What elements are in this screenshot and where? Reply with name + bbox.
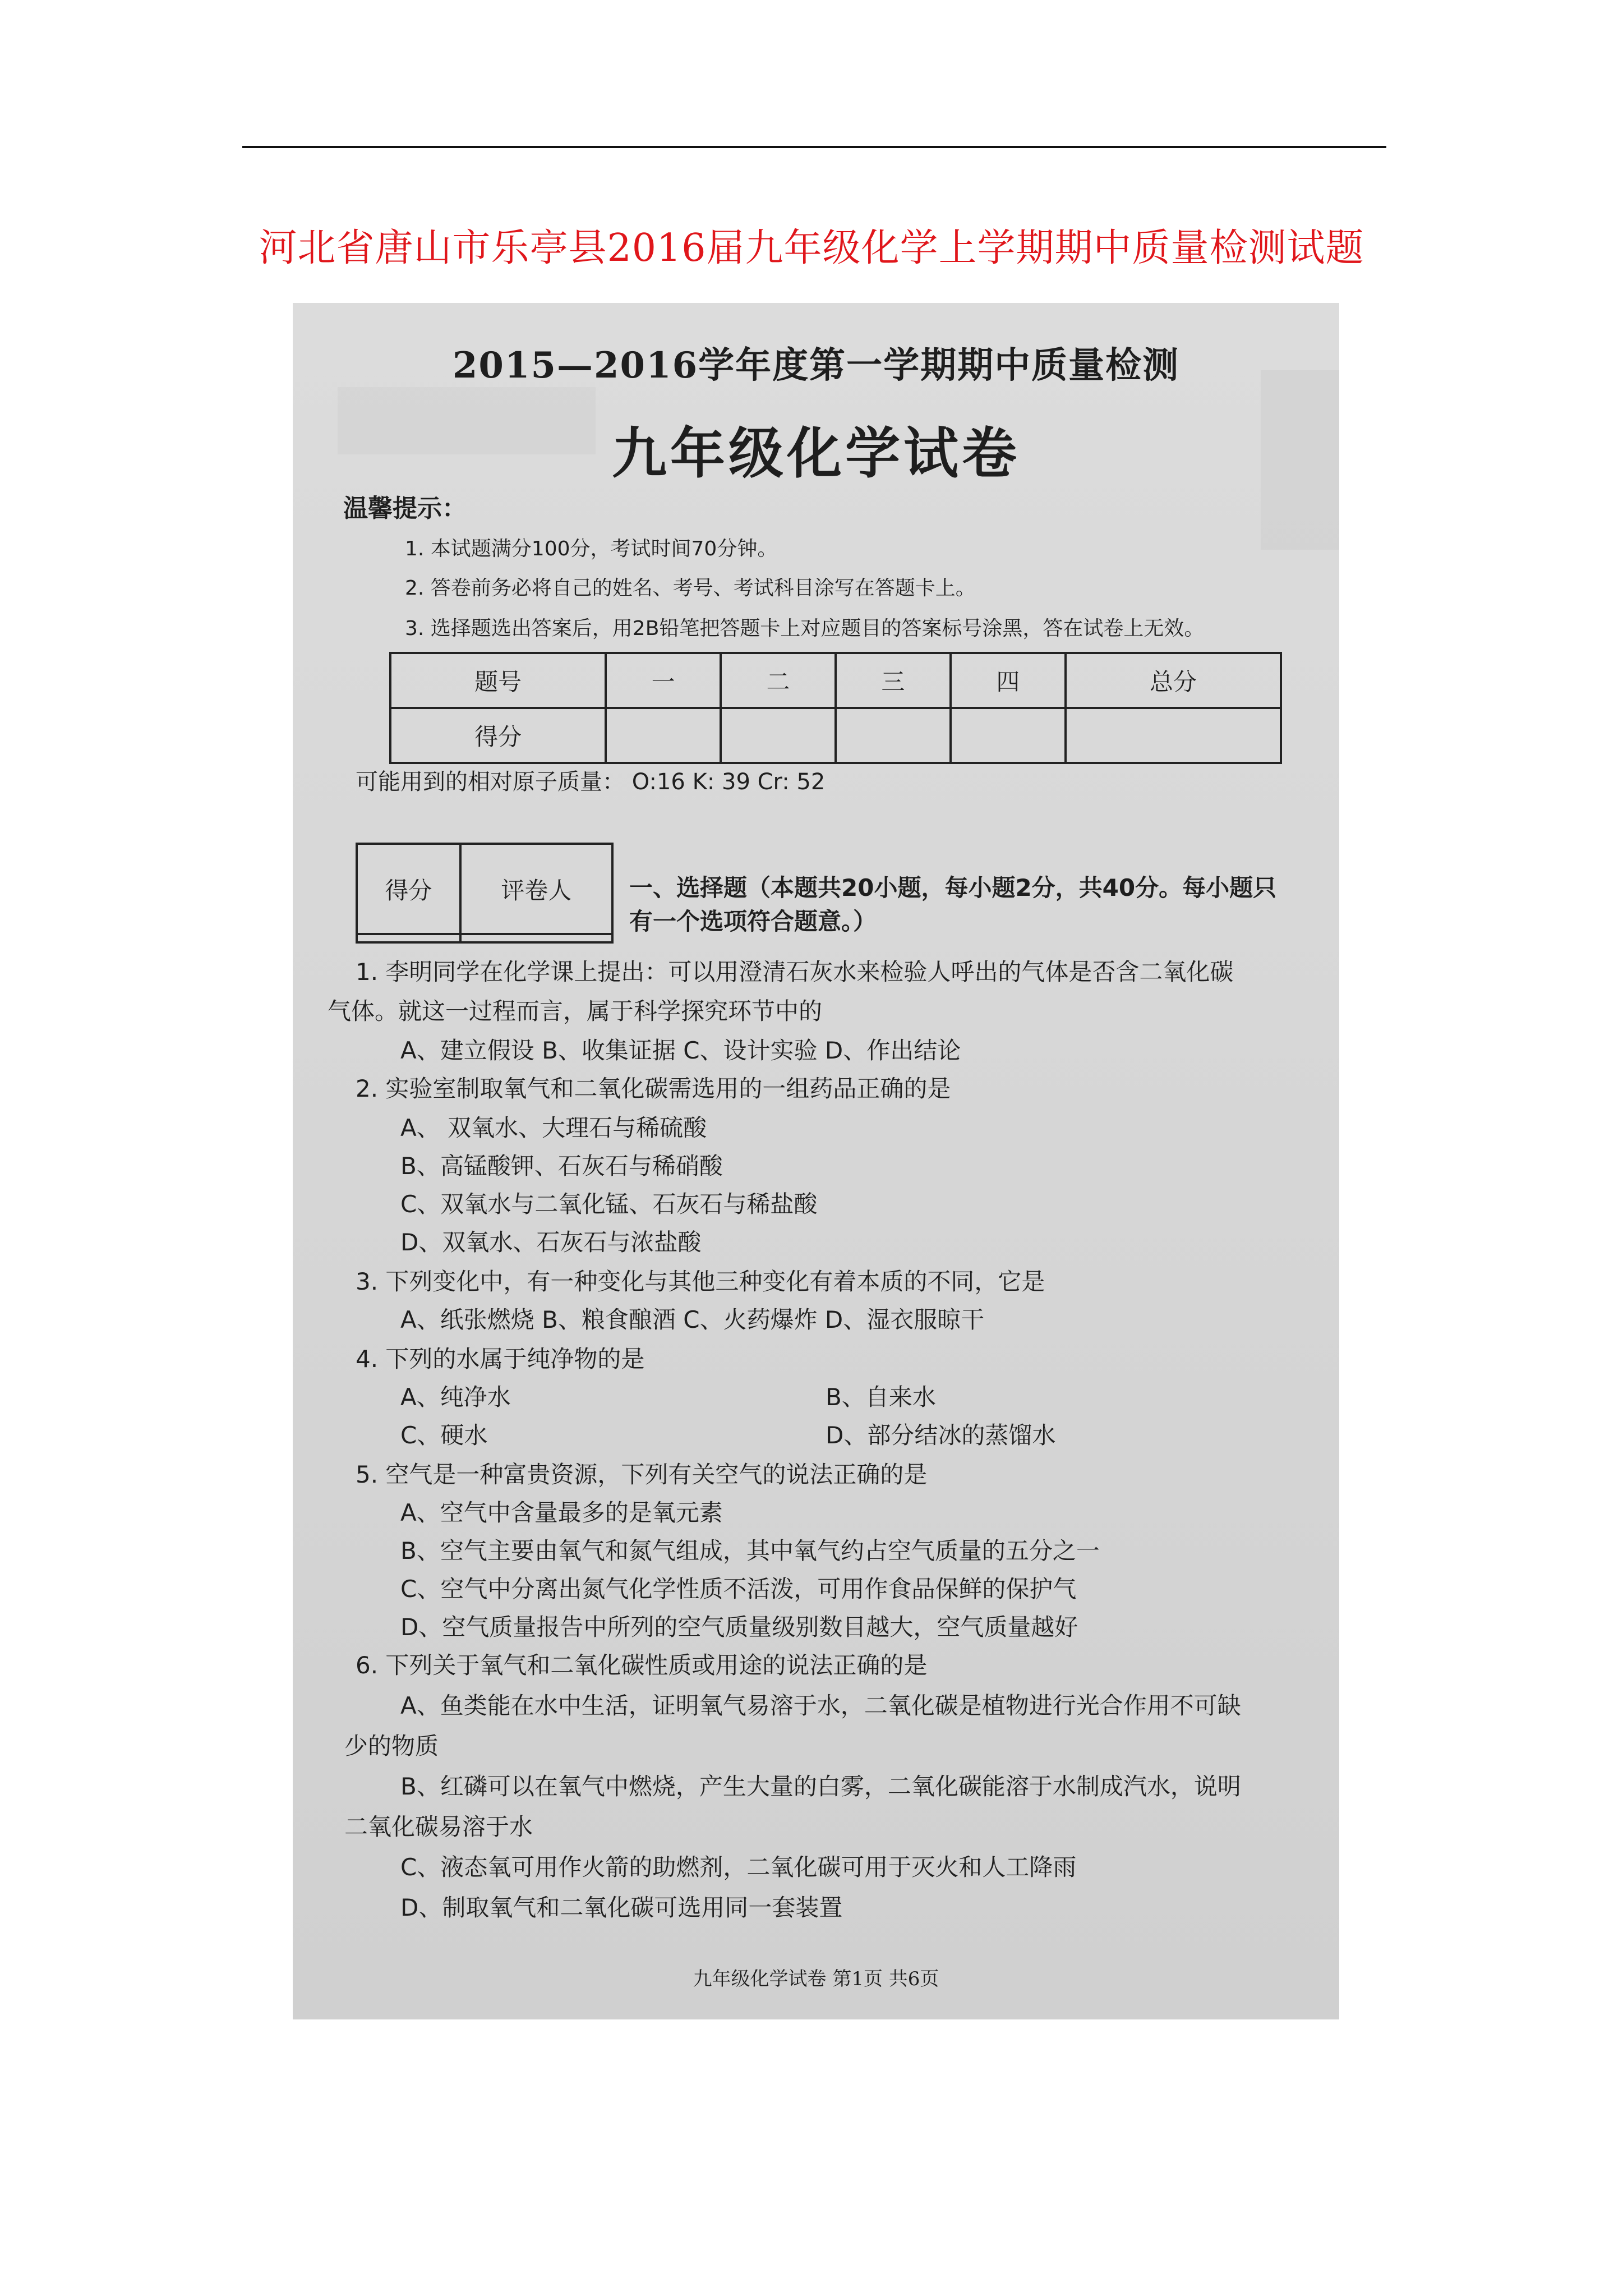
score-header-2: 二 [721, 653, 836, 708]
q6-option-c: C、液态氧可用作火箭的助燃剂，二氧化碳可用于灭火和人工降雨 [400, 1853, 1077, 1881]
q2-option-c: C、双氧水与二氧化锰、石灰石与稀盐酸 [400, 1190, 818, 1218]
q5-option-d: D、空气质量报告中所列的空气质量级别数目越大，空气质量越好 [400, 1613, 1078, 1641]
header-rule [242, 146, 1386, 148]
q2-option-d: D、双氧水、石灰石与浓盐酸 [400, 1228, 702, 1256]
q6-option-b-cont: 二氧化碳易溶于水 [344, 1813, 533, 1841]
score-header-3: 三 [836, 653, 951, 708]
score-header-1: 一 [606, 653, 721, 708]
exam-top-title: 2015—2016学年度第一学期期中质量检测 [452, 344, 1180, 386]
score-header-4: 四 [951, 653, 1066, 708]
atomic-mass-note: 可能用到的相对原子质量： O:16 K: 39 Cr: 52 [356, 769, 826, 795]
tips-heading: 温馨提示： [343, 494, 467, 523]
q1-stem-cont: 气体。就这一过程而言，属于科学探究环节中的 [328, 997, 823, 1025]
tip-2: 2. 答卷前务必将自己的姓名、考号、考试科目涂写在答题卡上。 [405, 577, 976, 600]
grader-score-label: 得分 [357, 844, 460, 934]
score-header-total: 总分 [1066, 653, 1281, 708]
document-title: 河北省唐山市乐亭县2016届九年级化学上学期期中质量检测试题 [259, 226, 1364, 270]
score-row-label: 得分 [390, 708, 606, 763]
q4-option-a: A、纯净水 [400, 1383, 511, 1411]
score-header-label: 题号 [390, 653, 606, 708]
q1-options: A、建立假设 B、收集证据 C、设计实验 D、作出结论 [400, 1037, 961, 1064]
q6-option-a-cont: 少的物质 [344, 1732, 439, 1760]
exam-photo [293, 303, 1339, 2019]
q6-option-a: A、鱼类能在水中生活，证明氧气易溶于水，二氧化碳是植物进行光合作用不可缺 [400, 1692, 1241, 1719]
tip-3: 3. 选择题选出答案后，用2B铅笔把答题卡上对应题目的答案标号涂黑，答在试卷上无效。 [405, 617, 1205, 640]
score-cell-total [1066, 708, 1281, 763]
q5-stem: 5. 空气是一种富贵资源，下列有关空气的说法正确的是 [356, 1461, 928, 1488]
q6-stem: 6. 下列关于氧气和二氧化碳性质或用途的说法正确的是 [356, 1651, 928, 1679]
tip-1: 1. 本试题满分100分，考试时间70分钟。 [405, 537, 778, 560]
grader-score-cell [357, 934, 460, 942]
q5-option-b: B、空气主要由氧气和氮气组成，其中氧气约占空气质量的五分之一 [400, 1537, 1100, 1565]
score-cell-4 [951, 708, 1066, 763]
q4-option-b: B、自来水 [826, 1383, 936, 1411]
q5-option-c: C、空气中分离出氮气化学性质不活泼，可用作食品保鲜的保护气 [400, 1575, 1077, 1603]
grader-name-cell [460, 934, 612, 942]
q4-option-d: D、部分结冰的蒸馏水 [826, 1421, 1056, 1449]
score-cell-2 [721, 708, 836, 763]
q6-option-b: B、红磷可以在氧气中燃烧，产生大量的白雾，二氧化碳能溶于水制成汽水，说明 [400, 1773, 1241, 1800]
q5-option-a: A、空气中含量最多的是氧元素 [400, 1499, 723, 1526]
q4-option-c: C、硬水 [400, 1421, 488, 1449]
q2-option-a: A、 双氧水、大理石与稀硫酸 [400, 1114, 707, 1142]
q6-option-d: D、制取氧气和二氧化碳可选用同一套装置 [400, 1894, 843, 1921]
grader-table [356, 843, 614, 944]
page-footer: 九年级化学试卷 第1页 共6页 [693, 1968, 939, 1990]
q3-stem: 3. 下列变化中，有一种变化与其他三种变化有着本质的不同，它是 [356, 1268, 1045, 1295]
q4-stem: 4. 下列的水属于纯净物的是 [356, 1345, 645, 1373]
q2-stem: 2. 实验室制取氧气和二氧化碳需选用的一组药品正确的是 [356, 1075, 951, 1102]
score-cell-3 [836, 708, 951, 763]
section1-heading-line2: 有一个选项符合题意。） [629, 908, 877, 935]
q2-option-b: B、高锰酸钾、石灰石与稀硝酸 [400, 1152, 723, 1180]
q3-options: A、纸张燃烧 B、粮食酿酒 C、火药爆炸 D、湿衣服晾干 [400, 1306, 985, 1333]
exam-main-title: 九年级化学试卷 [611, 421, 1020, 486]
section1-heading-line1: 一、选择题（本题共20小题，每小题2分，共40分。每小题只 [629, 874, 1277, 901]
score-cell-1 [606, 708, 721, 763]
grader-name-label: 评卷人 [460, 844, 612, 934]
q1-stem: 1. 李明同学在化学课上提出：可以用澄清石灰水来检验人呼出的气体是否含二氧化碳 [356, 958, 1234, 986]
score-table [389, 652, 1282, 764]
